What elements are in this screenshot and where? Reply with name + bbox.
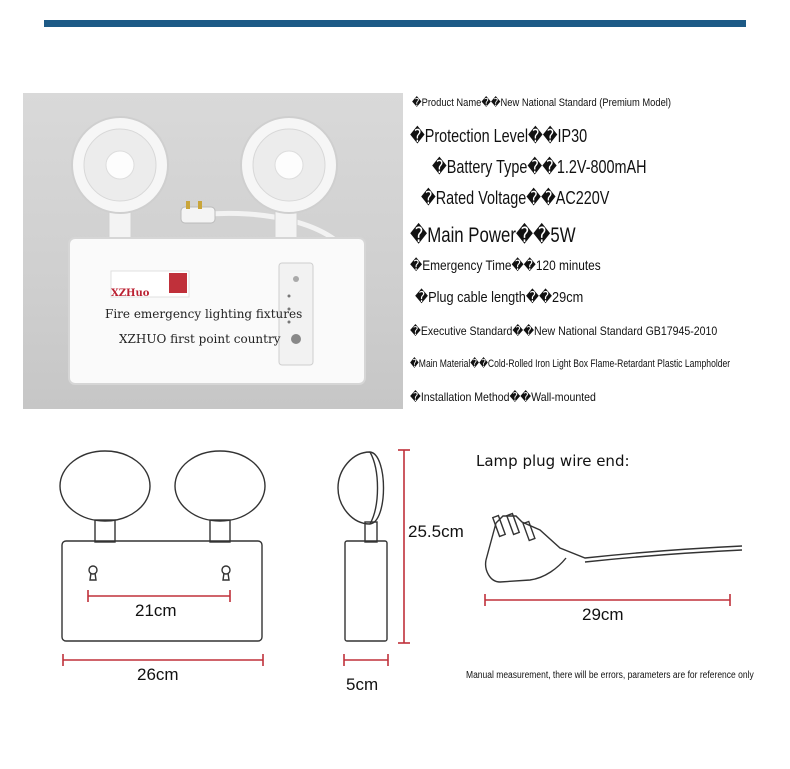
spec-emergency-time: �Emergency Time��120 minutes <box>410 257 601 273</box>
spec-rated-voltage: �Rated Voltage��AC220V <box>421 188 610 208</box>
spec-executive-standard: �Executive Standard��New National Standard GB17945-2010 <box>410 324 718 338</box>
spec-installation-method: �Installation Method��Wall-mounted <box>410 390 596 404</box>
dimension-height: 25.5cm <box>408 522 464 541</box>
dimension-depth: 5cm <box>346 675 379 694</box>
label-first-point-country: XZHUO first point country <box>119 332 281 346</box>
emergency-light-illustration <box>23 93 403 409</box>
product-photo <box>23 93 403 409</box>
measurement-note: Manual measurement, there will be errors, parameters are for reference only <box>466 670 754 681</box>
spec-plug-cable-length: �Plug cable length��29cm <box>415 289 584 306</box>
dimension-wire-length: 29cm <box>582 605 624 624</box>
wire-end-title: Lamp plug wire end: <box>476 452 630 470</box>
spec-battery-type: �Battery Type��1.2V-800mAH <box>432 157 647 177</box>
spec-protection-level: �Protection Level��IP30 <box>410 126 588 146</box>
dimension-diagram <box>0 430 790 769</box>
spec-main-material: �Main Material��Cold-Rolled Iron Light Box Flame-Retardant Plastic Lampholder <box>410 358 731 370</box>
spec-product-name: �Product Name��New National Standard (Premium Model) <box>412 97 671 109</box>
dimension-inner-width: 21cm <box>135 601 177 620</box>
top-accent-bar <box>44 20 746 27</box>
spec-main-power: �Main Power��5W <box>410 224 576 247</box>
label-fire-fixtures: Fire emergency lighting fixtures <box>105 307 303 321</box>
dimension-outer-width: 26cm <box>137 665 179 684</box>
spec-list <box>410 93 790 409</box>
brand-sticker-text: XZHuo <box>111 288 150 299</box>
